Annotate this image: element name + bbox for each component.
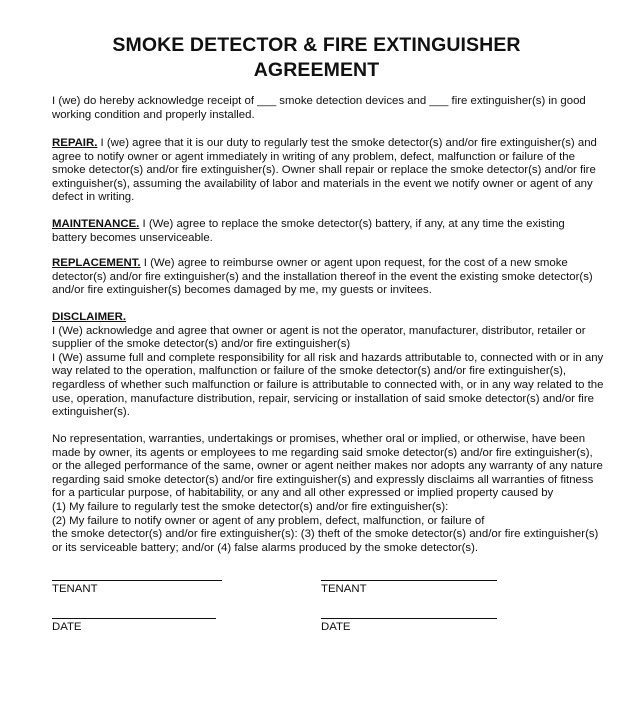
maintenance-line: I (We) agree to replace the smoke detector(s) battery, if any, at any time the existing — [139, 218, 565, 230]
intro-paragraph — [52, 95, 624, 122]
disclaimer-line: use, operation, manufacture distribution, repair, servicing or installation of said smoke detector(s) and/or fire — [52, 392, 594, 405]
replacement-line: and/or fire extinguisher(s) becomes damaged by me, my guests or invitees. — [52, 284, 432, 297]
representation-line: regarding said smoke detector(s) and/or fire extinguisher(s) and expressly disclaims all warranties of fitness — [52, 473, 594, 486]
repair-line: I (we) agree that it is our duty to regularly test the smoke detector(s) and/or fire extinguisher(s) and — [97, 137, 597, 149]
repair-line: defect in writing. — [52, 191, 135, 204]
intro-line: working condition and properly installed. — [52, 108, 255, 121]
disclaimer-line: I (We) acknowledge and agree that owner or agent is not the operator, manufacturer, distributor, retailer or — [52, 324, 586, 337]
representation-line: (1) My failure to regularly test the smoke detector(s) and/or fire extinguisher(s): — [52, 500, 449, 513]
representation-line: for a particular purpose, of habitability, or any and all other expressed or implied property caused by — [52, 487, 554, 500]
date-label-right: DATE — [321, 621, 351, 633]
representation-line: the smoke detector(s) and/or fire extinguisher(s): (3) theft of the smoke detector(s) and/or fire extinguisher(s) — [52, 528, 599, 541]
replacement-paragraph — [52, 257, 624, 298]
disclaimer-line: way related to the operation, malfunction or failure of the smoke detector(s) and/or fire extinguisher(s), — [52, 365, 567, 378]
disclaimer-line: extinguisher(s). — [52, 406, 130, 419]
repair-line: extinguisher(s), assuming the availability of labor and materials in the event we notify owner or agent of any — [52, 177, 593, 190]
repair-heading: REPAIR. — [52, 137, 98, 149]
maintenance-paragraph — [52, 218, 624, 245]
date-label-left: DATE — [52, 621, 82, 633]
maintenance-line: battery becomes unserviceable. — [52, 231, 213, 244]
document-title-line-2: AGREEMENT — [253, 59, 380, 81]
date-line-left[interactable] — [52, 618, 216, 619]
replacement-heading: REPLACEMENT. — [52, 257, 141, 269]
tenant-label-left: TENANT — [52, 583, 98, 595]
representation-line: (2) My failure to notify owner or agent of any problem, defect, malfunction, or failure of — [52, 514, 485, 527]
representation-line: or the alleged performance of the same, owner or agent neither makes nor adopts any warranty of any nature — [52, 460, 603, 473]
tenant-signature-line-right[interactable] — [321, 580, 497, 581]
disclaimer-line: I (We) assume full and complete responsibility for all risk and hazards attributable to, connected with or in any — [52, 351, 604, 364]
date-line-right[interactable] — [321, 618, 497, 619]
document-title-line-1: SMOKE DETECTOR & FIRE EXTINGUISHER — [112, 34, 521, 56]
disclaimer-line: supplier of the smoke detector(s) and/or fire extinguisher(s) — [52, 338, 351, 351]
intro-line: I (we) do hereby acknowledge receipt of ___ smoke detection devices and ___ fire extinguisher(s) in good — [52, 95, 586, 107]
representation-line: made by owner, its agents or employees to me regarding said smoke detector(s) and/or fire extinguisher(s), — [52, 446, 593, 459]
repair-paragraph — [52, 137, 624, 205]
representation-paragraph — [52, 433, 624, 555]
representation-line: No representation, warranties, undertakings or promises, whether oral or implied, or otherwise, have been — [52, 433, 586, 445]
tenant-signature-line-left[interactable] — [52, 580, 222, 581]
disclaimer-heading: DISCLAIMER. — [52, 311, 127, 323]
tenant-label-right: TENANT — [321, 583, 367, 595]
disclaimer-paragraph — [52, 311, 624, 420]
repair-line: smoke detector(s) and/or fire extinguisher(s). Owner shall repair or replace the smoke detector(s) and/or fire — [52, 164, 596, 177]
repair-line: agree to notify owner or agent immediately in writing of any problem, defect, malfunction or failure of the — [52, 150, 575, 163]
maintenance-heading: MAINTENANCE. — [52, 218, 140, 230]
replacement-line: I (We) agree to reimburse owner or agent upon request, for the cost of a new smoke — [140, 257, 568, 269]
representation-line: or its serviceable battery; and/or (4) false alarms produced by the smoke detector(s). — [52, 541, 479, 554]
replacement-line: detector(s) and/or fire extinguisher(s) and the installation thereof in the event the existing smoke detector(s) — [52, 270, 593, 283]
disclaimer-line: regardless of whether such malfunction or failure is attributable to connected with, or in any way related to the — [52, 378, 604, 391]
